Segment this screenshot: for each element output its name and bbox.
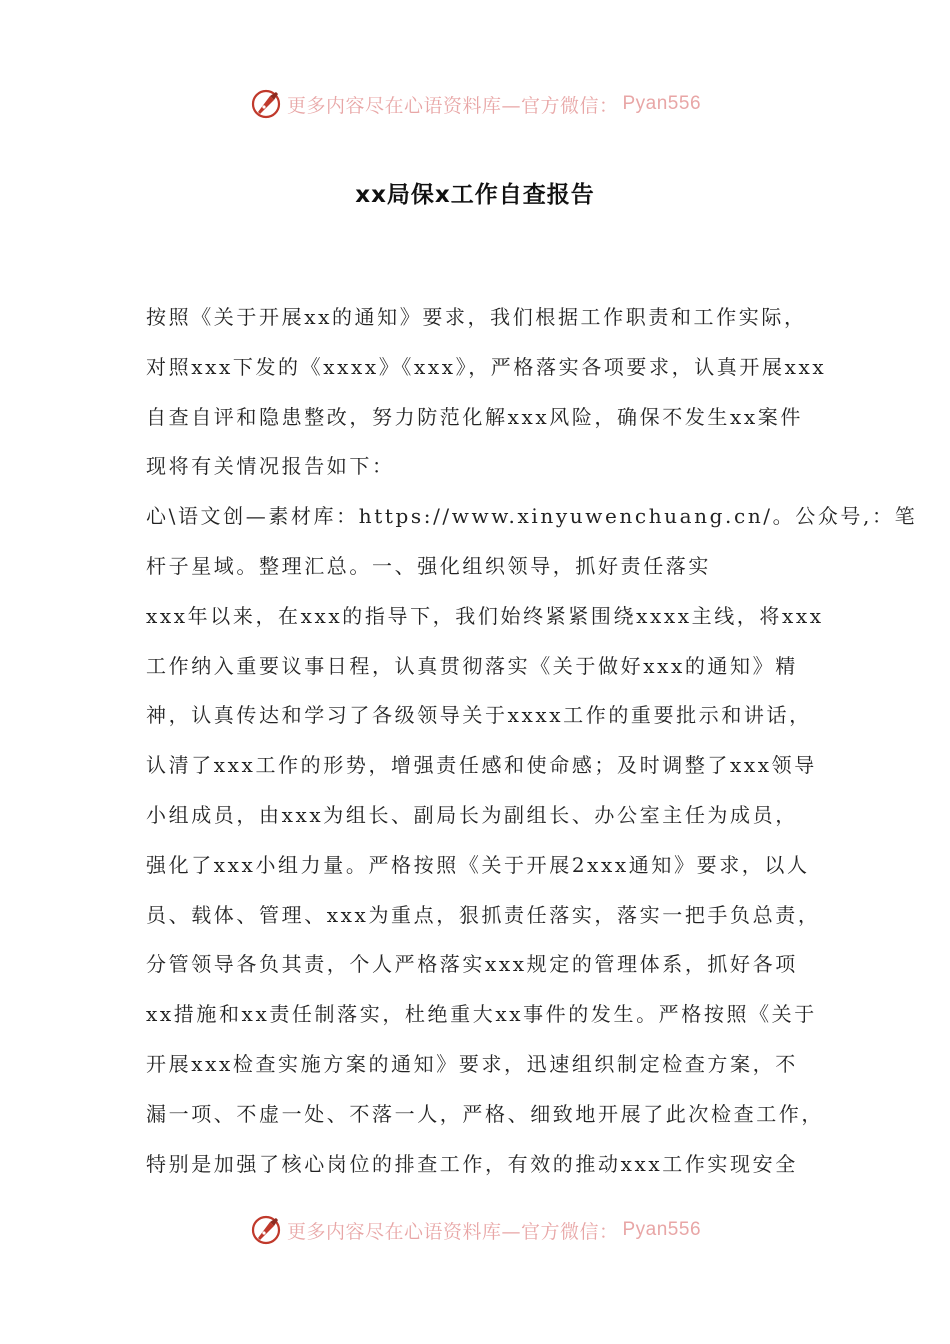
body-line: 工作纳入重要议事日程，认真贯彻落实《关于做好xxx的通知》精 — [146, 653, 798, 678]
banner-text: 更多内容尽在心语资料库—官方微信： — [286, 94, 619, 117]
body-line: 按照《关于开展xx的通知》要求，我们根据工作职责和工作实际， — [146, 305, 807, 329]
body-line: 分管领导各负其责，个人严格落实xxx规定的管理体系，抓好各项 — [146, 952, 798, 977]
body-line: 小组成员，由xxx为组长、副局长为副组长、办公室主任为成员， — [146, 802, 798, 827]
document-body — [146, 293, 918, 1189]
body-line: 对照xxx下发的《xxxx》《xxx》，严格落实各项要求，认真开展xxx — [146, 354, 827, 379]
banner-inner — [249, 87, 701, 121]
footer-watermark-banner — [0, 1210, 950, 1250]
banner-wechat-id: Pyan556 — [622, 1219, 702, 1240]
banner-text: 更多内容尽在心语资料库—官方微信： — [286, 1220, 619, 1243]
body-line: xx措施和xx责任制落实，杜绝重大xx事件的发生。严格按照《关于 — [146, 1002, 817, 1027]
body-line: 特别是加强了核心岗位的排查工作，有效的推动xxx工作实现安全 — [146, 1151, 798, 1176]
body-line: 神，认真传达和学习了各级领导关于xxxx工作的重要批示和讲话， — [146, 703, 812, 728]
body-line: 开展xxx检查实施方案的通知》要求，迅速组织制定检查方案，不 — [146, 1051, 798, 1076]
banner-wechat-id: Pyan556 — [622, 93, 702, 114]
body-line: 漏一项、不虚一处、不落一人，严格、细致地开展了此次检查工作， — [146, 1101, 824, 1126]
body-line: 认清了xxx工作的形势，增强责任感和使命感；及时调整了xxx领导 — [146, 753, 817, 778]
body-line: 员、载体、管理、xxx为重点，狠抓责任落实，落实一把手负总责， — [146, 902, 821, 927]
body-line: 现将有关情况报告如下： — [146, 454, 395, 479]
pen-nib-circle-icon — [249, 87, 283, 121]
body-line: xxx年以来，在xxx的指导下，我们始终紧紧围绕xxxx主线，将xxx — [146, 603, 824, 628]
body-line: 杆子星域。整理汇总。一、强化组织领导，抓好责任落实 — [146, 553, 711, 578]
body-line: 强化了xxx小组力量。严格按照《关于开展2xxx通知》要求，以人 — [146, 852, 810, 877]
header-watermark-banner — [0, 84, 950, 124]
document-title: xx局保x工作自查报告 — [355, 182, 595, 208]
pen-nib-circle-icon — [249, 1213, 283, 1247]
body-line: 自查自评和隐患整改，努力防范化解xxx风险，确保不发生xx案件 — [146, 404, 803, 429]
banner-inner — [249, 1213, 701, 1247]
body-line: 心\语文创—素材库：https://www.xinyuwenchuang.cn/。公众号,：笔 — [146, 504, 918, 529]
